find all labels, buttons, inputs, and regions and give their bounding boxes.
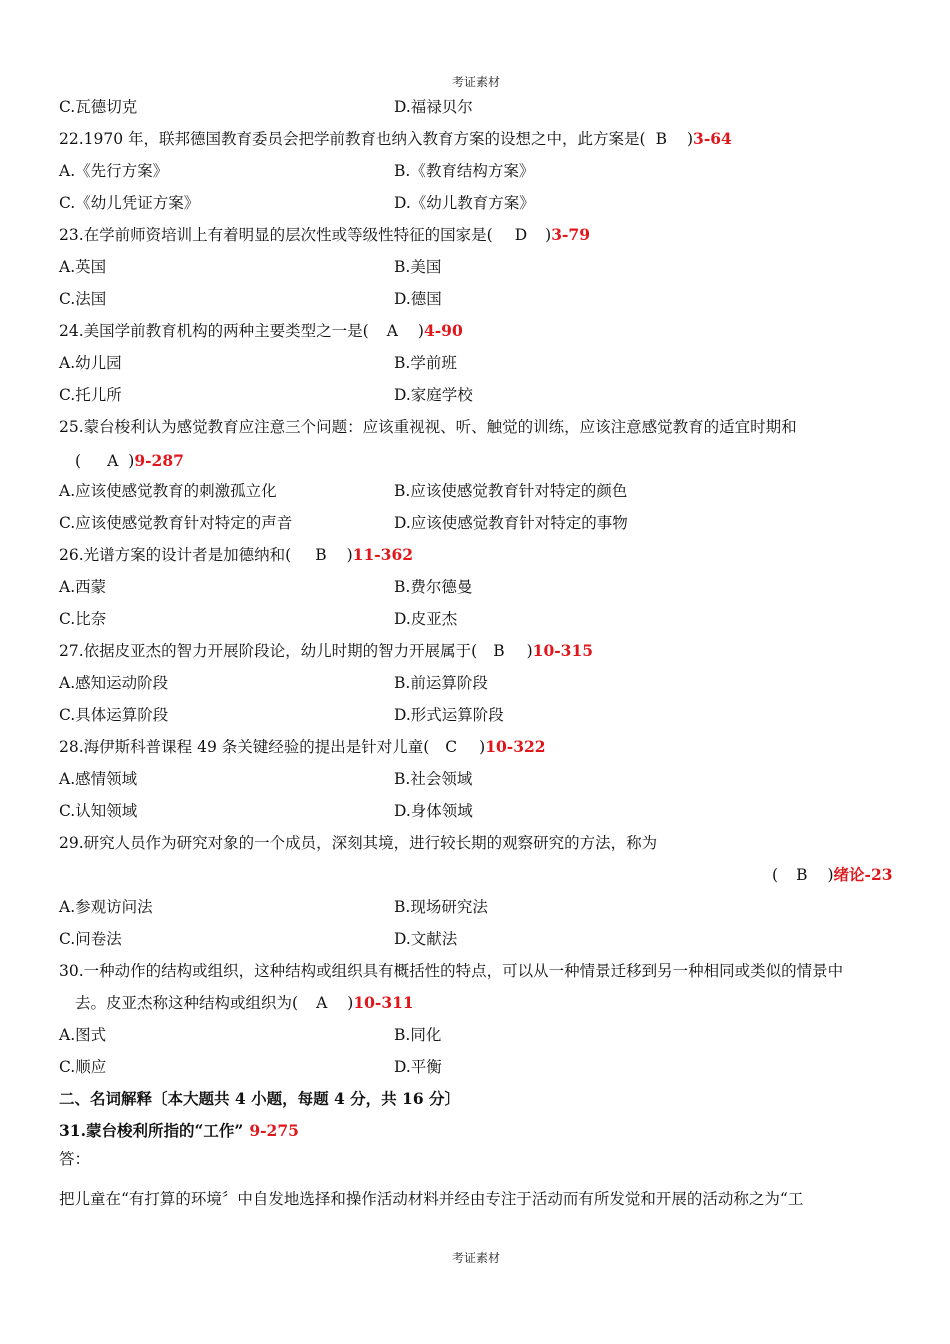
reference-code: 10-311 <box>353 993 414 1012</box>
question-stem <box>59 129 732 149</box>
stem-text: 23.在学前师资培训上有着明显的层次性或等级性特征的国家是( <box>59 226 493 244</box>
option-b: B.社会领域 <box>394 770 473 788</box>
option-b: B.学前班 <box>394 354 457 372</box>
option-d: D.形式运算阶段 <box>394 706 504 724</box>
option-a: A.感知运动阶段 <box>59 674 169 692</box>
answer-text: 把儿童在“有打算的环境〞中自发地选择和操作活动材料并经由专注于活动而有所发觉和开展的活动称之为“工 <box>59 1190 804 1208</box>
option-c: C.托儿所 <box>59 386 122 404</box>
option-d: D.应该使感觉教育针对特定的事物 <box>394 514 628 532</box>
reference-code: 11-362 <box>352 545 414 564</box>
option-a: A.西蒙 <box>59 578 107 596</box>
question-stem <box>59 545 413 565</box>
close-paren: ) <box>827 866 834 884</box>
answer-letter: B <box>796 866 808 884</box>
reference-code: 10-322 <box>485 737 546 756</box>
reference-code: 绪论-23 <box>833 865 893 884</box>
option-c: C.问卷法 <box>59 930 122 948</box>
close-paren: ) <box>347 994 354 1012</box>
option-d: D.身体领域 <box>394 802 473 820</box>
option-b: B.费尔德曼 <box>394 578 473 596</box>
option-c: C.顺应 <box>59 1058 107 1076</box>
reference-code: 4-90 <box>423 321 463 340</box>
section-title: 二、名词解释〔本大题共 4 小题，每题 4 分，共 16 分〕 <box>59 1089 461 1108</box>
reference-code: 10-315 <box>532 641 594 660</box>
option-a: A.幼儿园 <box>59 354 122 372</box>
question-stem <box>59 737 546 757</box>
reference-code: 3-79 <box>551 225 590 244</box>
option-a: A.感情领域 <box>59 770 138 788</box>
stem-text: 27.依据皮亚杰的智力开展阶段论，幼儿时期的智力开展属于( <box>59 642 478 660</box>
option-d: D.平衡 <box>394 1058 442 1076</box>
close-paren: ) <box>686 130 694 148</box>
answer-line <box>75 993 414 1013</box>
close-paren: ) <box>545 226 552 244</box>
close-paren: ) <box>417 322 424 340</box>
option-d: D.皮亚杰 <box>394 610 458 628</box>
open-paren: ( <box>772 866 779 884</box>
answer-letter: A <box>386 322 398 340</box>
answer-line <box>75 451 184 471</box>
answer-letter: D <box>514 226 528 244</box>
answer-letter: B <box>655 130 667 148</box>
option-c: C.具体运算阶段 <box>59 706 169 724</box>
question-stem <box>59 321 463 341</box>
option-c: C.认知领域 <box>59 802 138 820</box>
option-a: A.应该使感觉教育的刺激孤立化 <box>59 482 277 500</box>
option-a: A.图式 <box>59 1026 107 1044</box>
option-b: B.美国 <box>394 258 442 276</box>
option-c: C.法国 <box>59 290 107 308</box>
answer-letter: A <box>316 994 328 1012</box>
answer-letter: C <box>445 738 458 756</box>
option-c: C.应该使感觉教育针对特定的声音 <box>59 514 293 532</box>
option-b: B.应该使感觉教育针对特定的颜色 <box>394 482 628 500</box>
option-c: C.比奈 <box>59 610 107 628</box>
answer-label: 答： <box>59 1150 91 1168</box>
stem-text: 22.1970 年，联邦德国教育委员会把学前教育也纳入教育方案的设想之中，此方案是( <box>59 130 646 148</box>
answer-letter: B <box>493 642 505 660</box>
question-stem: 29.研究人员作为研究对象的一个成员，深刻其境，进行较长期的观察研究的方法，称为 <box>59 834 658 852</box>
page-header: 考证素材 <box>452 75 501 89</box>
close-paren: ) <box>526 642 533 660</box>
option-b: B.同化 <box>394 1026 442 1044</box>
option-d: D.家庭学校 <box>394 386 473 404</box>
question-stem <box>59 225 590 245</box>
question-stem: 30.一种动作的结构或组织，这种结构或组织具有概括性的特点，可以从一种情景迁移到另一种相同或类似的情景中 <box>59 962 844 980</box>
stem-text: 26.光谱方案的设计者是加德纳和( <box>59 546 292 564</box>
option-a: A.英国 <box>59 258 107 276</box>
stem-text: 24.美国学前教育机构的两种主要类型之一是( <box>59 322 369 340</box>
answer-letter: B <box>315 546 327 564</box>
option-b: B.现场研究法 <box>394 898 488 916</box>
option-b: B.《教育结构方案》 <box>394 162 535 180</box>
close-paren: ) <box>128 452 135 470</box>
question-stem <box>59 641 593 661</box>
option-d: D.《幼儿教育方案》 <box>394 194 535 212</box>
question-stem: 25.蒙台梭利认为感觉教育应注意三个问题：应该重视视、听、触觉的训练，应该注意感觉教育的适宜时期和 <box>59 418 797 436</box>
option-a: A.《先行方案》 <box>59 162 169 180</box>
option-d: D.文献法 <box>394 930 458 948</box>
close-paren: ) <box>479 738 486 756</box>
option-b: B.前运算阶段 <box>394 674 488 692</box>
q31-text: 31.蒙台梭利所指的“工作” <box>59 1121 244 1140</box>
reference-code: 9-287 <box>134 451 184 470</box>
answer-line <box>772 865 893 885</box>
reference-code: 3-64 <box>693 129 732 148</box>
reference-code: 9-275 <box>249 1121 299 1140</box>
close-paren: ) <box>346 546 353 564</box>
stem-text: 去。皮亚杰称这种结构或组织为( <box>75 994 299 1012</box>
option-d: D.福禄贝尔 <box>394 98 473 116</box>
answer-letter: A <box>107 452 119 470</box>
open-paren: ( <box>75 452 82 470</box>
question-31 <box>59 1121 299 1141</box>
option-c: C.《幼儿凭证方案》 <box>59 194 200 212</box>
stem-text: 28.海伊斯科普课程 49 条关键经验的提出是针对儿童( <box>59 738 430 756</box>
page-footer: 考证素材 <box>452 1251 501 1265</box>
option-d: D.德国 <box>394 290 442 308</box>
option-a: A.参观访问法 <box>59 898 153 916</box>
option-c: C.瓦德切克 <box>59 98 138 116</box>
